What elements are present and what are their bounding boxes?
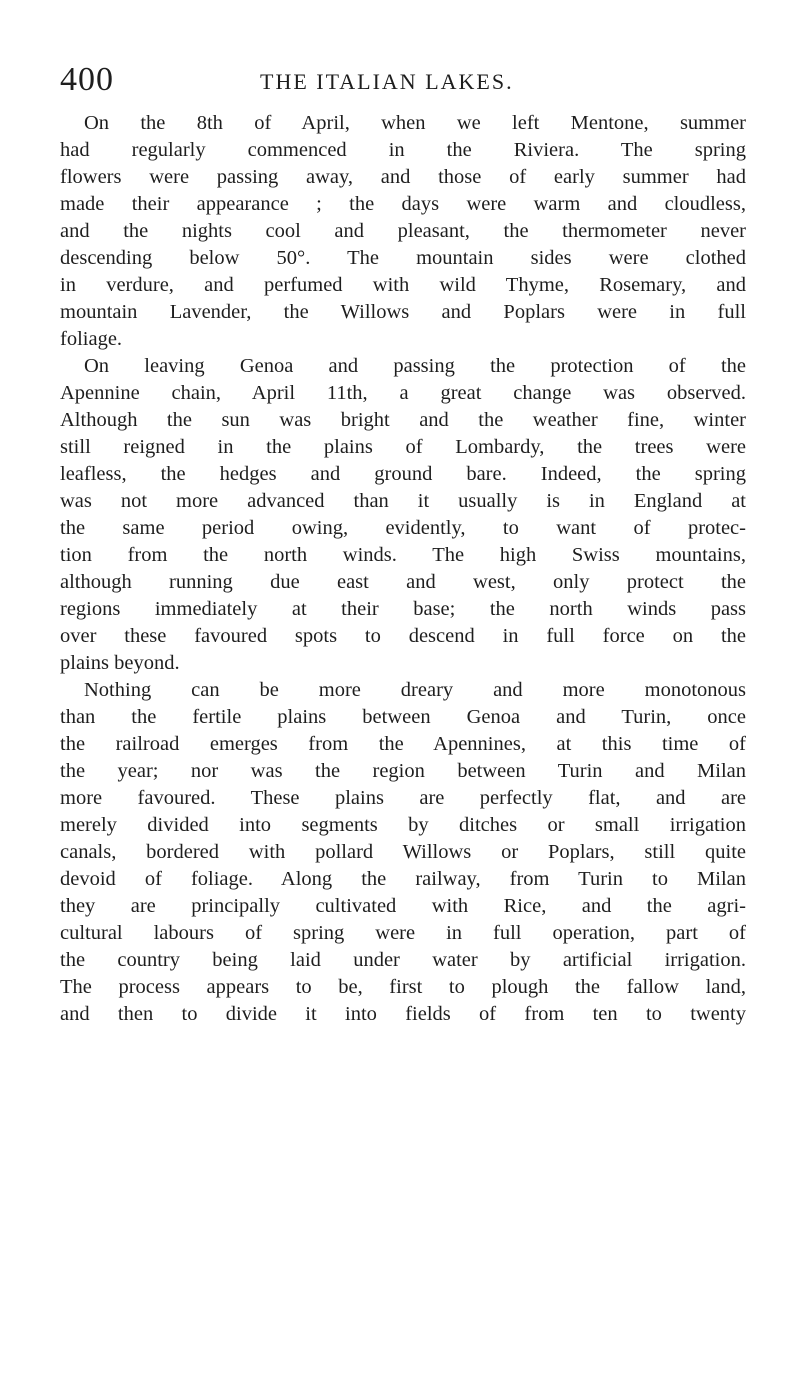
text-line: the railroad emerges from the Apennines, at this time of <box>60 733 746 755</box>
text-line: foliage. <box>60 328 123 350</box>
page-number: 400 <box>60 61 114 98</box>
text-line: than the fertile plains between Genoa and Turin, once <box>60 706 746 728</box>
text-line: they are principally cultivated with Rice, and the agri- <box>60 895 746 917</box>
text-line: On leaving Genoa and passing the protection of the <box>84 355 746 377</box>
text-line: leafless, the hedges and ground bare. Indeed, the spring <box>60 463 746 485</box>
text-line: regions immediately at their base; the north winds pass <box>60 598 746 620</box>
text-line: the country being laid under water by artificial irrigation. <box>60 949 746 971</box>
text-line: The process appears to be, first to plough the fallow land, <box>60 976 746 998</box>
text-line: was not more advanced than it usually is in England at <box>60 490 746 512</box>
text-line: Nothing can be more dreary and more monotonous <box>84 679 746 701</box>
body-text <box>60 110 746 1028</box>
text-line: merely divided into segments by ditches or small irrigation <box>60 814 746 836</box>
text-line: plains beyond. <box>60 652 180 674</box>
text-line: more favoured. These plains are perfectly flat, and are <box>60 787 746 809</box>
text-line: and then to divide it into fields of from ten to twenty <box>60 1003 746 1025</box>
text-line: cultural labours of spring were in full operation, part of <box>60 922 746 944</box>
text-line: canals, bordered with pollard Willows or Poplars, still quite <box>60 841 746 863</box>
text-line: Although the sun was bright and the weather fine, winter <box>60 409 746 431</box>
text-line: over these favoured spots to descend in full force on the <box>60 625 746 647</box>
text-line: in verdure, and perfumed with wild Thyme, Rosemary, and <box>60 274 746 296</box>
running-title: THE ITALIAN LAKES. <box>260 69 514 94</box>
text-line: On the 8th of April, when we left Mentone, summer <box>84 112 746 134</box>
text-line: the year; nor was the region between Turin and Milan <box>60 760 746 782</box>
text-line: had regularly commenced in the Riviera. The spring <box>60 139 746 161</box>
text-line: the same period owing, evidently, to want of protec- <box>60 517 746 539</box>
text-line: made their appearance ; the days were warm and cloudless, <box>60 193 746 215</box>
text-line: devoid of foliage. Along the railway, from Turin to Milan <box>60 868 746 890</box>
text-line: and the nights cool and pleasant, the thermometer never <box>60 220 746 242</box>
text-line: still reigned in the plains of Lombardy, the trees were <box>60 436 746 458</box>
text-line: Apennine chain, April 11th, a great change was observed. <box>60 382 746 404</box>
text-line: tion from the north winds. The high Swiss mountains, <box>60 544 746 566</box>
text-line: although running due east and west, only protect the <box>60 571 746 593</box>
running-head <box>60 60 746 100</box>
text-line: flowers were passing away, and those of early summer had <box>60 166 746 188</box>
text-line: mountain Lavender, the Willows and Poplars were in full <box>60 301 746 323</box>
text-line: descending below 50°. The mountain sides were clothed <box>60 247 746 269</box>
